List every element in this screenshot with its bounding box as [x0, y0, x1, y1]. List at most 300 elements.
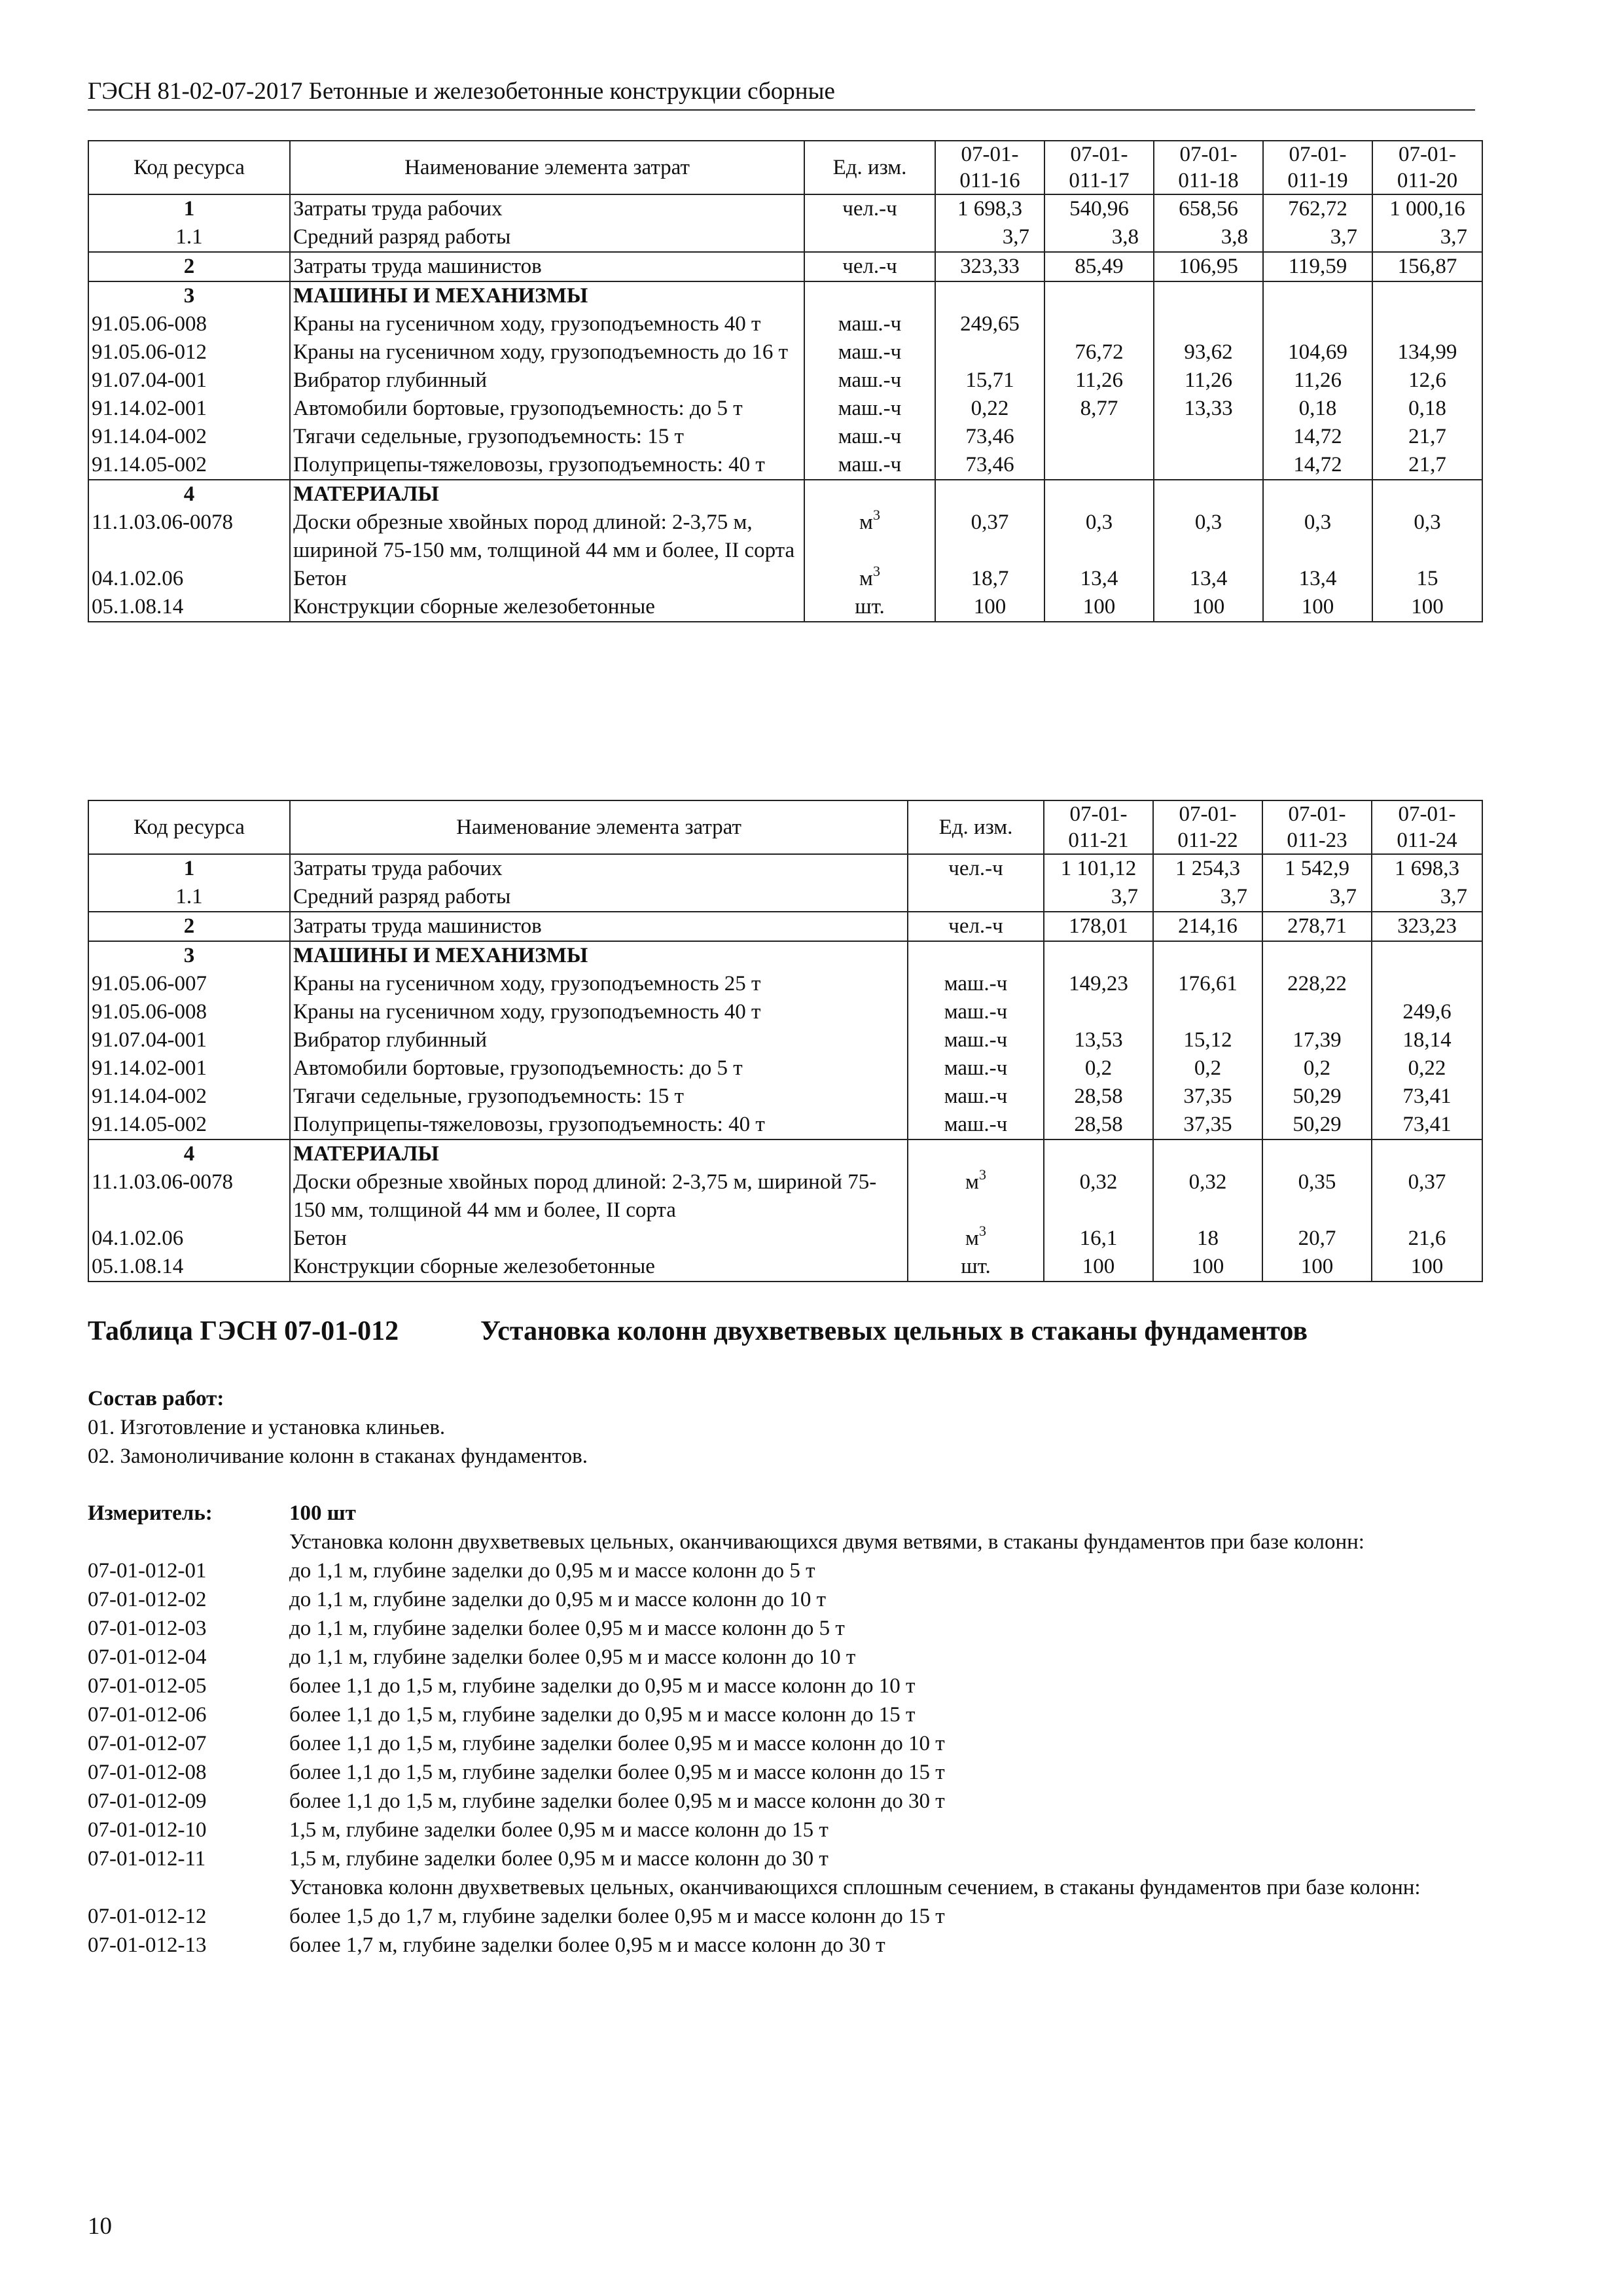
resource-table-2 — [88, 800, 1483, 1282]
table-row — [88, 1026, 1482, 1054]
norm-item — [88, 1585, 1488, 1614]
resource-name: Тягачи седельные, грузоподъемность: 15 т — [290, 423, 804, 451]
resource-table-1 — [88, 140, 1483, 622]
resource-name: Затраты труда машинистов — [290, 252, 804, 281]
resource-value: 15,71 — [935, 367, 1044, 395]
table-row — [88, 194, 1482, 223]
resource-value — [935, 281, 1044, 310]
resource-name: Краны на гусеничном ходу, грузоподъемность 40 т — [290, 310, 804, 338]
resource-code: 4 — [88, 1139, 290, 1168]
resource-value: 3,7 — [1372, 883, 1482, 912]
norm-code: 07-01-012-11 — [88, 1847, 206, 1871]
resource-value: 37,35 — [1153, 1083, 1262, 1111]
norm-item — [88, 1528, 1488, 1556]
works-label: Состав работ: — [88, 1387, 224, 1410]
resource-value: 3,8 — [1154, 223, 1263, 252]
resource-value — [1153, 998, 1262, 1026]
resource-value: 11,26 — [1263, 367, 1372, 395]
table-row — [88, 970, 1482, 998]
norm-description: 1,5 м, глубине заделки более 0,95 м и массе колонн до 15 т — [289, 1818, 829, 1842]
resource-value: 104,69 — [1263, 338, 1372, 367]
resource-code: 4 — [88, 480, 290, 509]
resource-value — [1372, 480, 1482, 509]
resource-code: 1 — [88, 854, 290, 883]
resource-unit: маш.-ч — [804, 310, 935, 338]
table-row — [88, 593, 1482, 622]
resource-value: 214,16 — [1153, 912, 1262, 941]
resource-unit — [804, 480, 935, 509]
resource-unit: чел.-ч — [804, 194, 935, 223]
table-row — [88, 1083, 1482, 1111]
resource-name: Средний разряд работы — [290, 883, 908, 912]
norm-description: до 1,1 м, глубине заделки более 0,95 м и массе колонн до 5 т — [289, 1617, 845, 1640]
resource-value: 0,2 — [1153, 1054, 1262, 1083]
resource-value: 134,99 — [1372, 338, 1482, 367]
table-row — [88, 1111, 1482, 1139]
resource-value: 18,14 — [1372, 1026, 1482, 1054]
resource-name: МАТЕРИАЛЫ — [290, 1139, 908, 1168]
col-header-norm: 07-01- 011-16 — [935, 141, 1044, 194]
resource-unit: шт. — [804, 593, 935, 622]
norm-item — [88, 1729, 1488, 1758]
resource-value — [1262, 998, 1372, 1026]
resource-value: 762,72 — [1263, 194, 1372, 223]
col-header-unit: Ед. изм. — [804, 141, 935, 194]
resource-value: 100 — [935, 593, 1044, 622]
resource-unit: $м^3$ — [908, 1225, 1044, 1253]
resource-unit: чел.-ч — [804, 252, 935, 281]
page-header: ГЭСН 81-02-07-2017 Бетонные и железобетонные конструкции сборные — [88, 77, 1475, 111]
col-header-norm: 07-01- 011-23 — [1262, 800, 1372, 854]
resource-name: Конструкции сборные железобетонные — [290, 1253, 908, 1282]
col-header-norm: 07-01- 011-22 — [1153, 800, 1262, 854]
col-header-norm: 07-01- 011-20 — [1372, 141, 1482, 194]
resource-value: 0,22 — [1372, 1054, 1482, 1083]
resource-value: 85,49 — [1044, 252, 1154, 281]
resource-value: 0,3 — [1044, 509, 1154, 565]
col-header-code: Код ресурса — [88, 800, 290, 854]
norm-item — [88, 1787, 1488, 1816]
resource-value: 28,58 — [1044, 1111, 1153, 1139]
resource-value: 176,61 — [1153, 970, 1262, 998]
resource-value: 21,7 — [1372, 451, 1482, 480]
resource-value: 15,12 — [1153, 1026, 1262, 1054]
resource-value — [1044, 310, 1154, 338]
norm-item — [88, 1614, 1488, 1643]
resource-value: 149,23 — [1044, 970, 1153, 998]
resource-value: 100 — [1153, 1253, 1262, 1282]
works-item: 02. Замоноличивание колонн в стаканах фундаментов. — [88, 1444, 588, 1468]
resource-unit: маш.-ч — [804, 395, 935, 423]
resource-value: 3,7 — [1372, 223, 1482, 252]
resource-value — [1154, 480, 1263, 509]
resource-value: 18,7 — [935, 565, 1044, 593]
resource-value: 100 — [1263, 593, 1372, 622]
resource-value: 17,39 — [1262, 1026, 1372, 1054]
resource-code: 91.14.02-001 — [88, 395, 290, 423]
table-row — [88, 854, 1482, 883]
col-header-norm: 07-01- 011-17 — [1044, 141, 1154, 194]
resource-value — [1263, 281, 1372, 310]
norm-description: более 1,1 до 1,5 м, глубине заделки более 0,95 м и массе колонн до 30 т — [289, 1789, 945, 1813]
resource-code: 91.05.06-007 — [88, 970, 290, 998]
resource-value — [1044, 941, 1153, 970]
resource-value: 3,7 — [1263, 223, 1372, 252]
norm-code — [88, 1528, 289, 1556]
resource-value: 1 000,16 — [1372, 194, 1482, 223]
resource-value: 3,7 — [1153, 883, 1262, 912]
table-row — [88, 223, 1482, 252]
resource-value: 13,33 — [1154, 395, 1263, 423]
resource-value: 14,72 — [1263, 451, 1372, 480]
resource-value — [1263, 310, 1372, 338]
resource-unit: маш.-ч — [908, 1054, 1044, 1083]
resource-value — [1153, 941, 1262, 970]
resource-value: 50,29 — [1262, 1083, 1372, 1111]
norm-description: до 1,1 м, глубине заделки до 0,95 м и массе колонн до 5 т — [289, 1559, 815, 1583]
resource-code: 04.1.02.06 — [88, 1225, 290, 1253]
resource-value: 156,87 — [1372, 252, 1482, 281]
col-header-code: Код ресурса — [88, 141, 290, 194]
resource-value: 658,56 — [1154, 194, 1263, 223]
resource-code: 91.05.06-008 — [88, 998, 290, 1026]
norm-code: 07-01-012-04 — [88, 1645, 207, 1669]
resource-code: 3 — [88, 941, 290, 970]
resource-code: 3 — [88, 281, 290, 310]
resource-value: 0,2 — [1262, 1054, 1372, 1083]
table-row — [88, 1225, 1482, 1253]
resource-unit: шт. — [908, 1253, 1044, 1282]
resource-value — [1153, 1139, 1262, 1168]
norm-code — [88, 1873, 289, 1902]
resource-code: 91.07.04-001 — [88, 1026, 290, 1054]
resource-value: 11,26 — [1154, 367, 1263, 395]
col-header-norm: 07-01- 011-24 — [1372, 800, 1482, 854]
resource-value: 178,01 — [1044, 912, 1153, 941]
norm-item — [88, 1873, 1488, 1902]
table-row — [88, 565, 1482, 593]
resource-value — [1263, 480, 1372, 509]
resource-value: 11,26 — [1044, 367, 1154, 395]
norm-description: более 1,1 до 1,5 м, глубине заделки до 0,95 м и массе колонн до 15 т — [289, 1703, 916, 1727]
table-row — [88, 338, 1482, 367]
resource-name: Полуприцепы-тяжеловозы, грузоподъемность: 40 т — [290, 1111, 908, 1139]
resource-value — [1262, 1139, 1372, 1168]
resource-code: 11.1.03.06-0078 — [88, 509, 290, 565]
resource-code: 2 — [88, 912, 290, 941]
resource-unit: маш.-ч — [804, 367, 935, 395]
resource-code: 91.07.04-001 — [88, 367, 290, 395]
resource-value: 1 254,3 — [1153, 854, 1262, 883]
resource-name: Доски обрезные хвойных пород длиной: 2-3,75 м, шириной 75-150 мм, толщиной 44 мм и более, II сорта — [290, 1168, 908, 1225]
table-group-row — [88, 1139, 1482, 1168]
resource-code: 11.1.03.06-0078 — [88, 1168, 290, 1225]
resource-value: 323,23 — [1372, 912, 1482, 941]
table-row — [88, 998, 1482, 1026]
resource-value: 13,53 — [1044, 1026, 1153, 1054]
col-header-norm: 07-01- 011-21 — [1044, 800, 1153, 854]
resource-value: 1 698,3 — [935, 194, 1044, 223]
col-header-unit: Ед. изм. — [908, 800, 1044, 854]
table-row — [88, 912, 1482, 941]
col-header-name: Наименование элемента затрат — [290, 800, 908, 854]
table-row — [88, 395, 1482, 423]
resource-value: 8,77 — [1044, 395, 1154, 423]
norm-item — [88, 1931, 1488, 1960]
resource-code: 91.05.06-008 — [88, 310, 290, 338]
norm-item — [88, 1902, 1488, 1931]
resource-unit: маш.-ч — [804, 338, 935, 367]
resource-name: Автомобили бортовые, грузоподъемность: до 5 т — [290, 1054, 908, 1083]
resource-value: 73,46 — [935, 423, 1044, 451]
norm-description: 1,5 м, глубине заделки более 0,95 м и массе колонн до 30 т — [289, 1847, 829, 1871]
resource-name: Краны на гусеничном ходу, грузоподъемность до 16 т — [290, 338, 804, 367]
resource-value: 119,59 — [1263, 252, 1372, 281]
resource-value: 73,41 — [1372, 1111, 1482, 1139]
table-row — [88, 367, 1482, 395]
resource-value: 249,65 — [935, 310, 1044, 338]
resource-value: 0,32 — [1044, 1168, 1153, 1225]
resource-value: 540,96 — [1044, 194, 1154, 223]
resource-unit — [804, 223, 935, 252]
resource-name: Полуприцепы-тяжеловозы, грузоподъемность: 40 т — [290, 451, 804, 480]
resource-code: 1.1 — [88, 223, 290, 252]
resource-code: 05.1.08.14 — [88, 1253, 290, 1282]
resource-name: Вибратор глубинный — [290, 367, 804, 395]
resource-value: 20,7 — [1262, 1225, 1372, 1253]
norm-code: 07-01-012-03 — [88, 1617, 207, 1640]
resource-value — [1154, 423, 1263, 451]
norm-code: 07-01-012-08 — [88, 1761, 207, 1784]
table-name: Установка колонн двухветвевых цельных в стаканы фундаментов — [480, 1316, 1308, 1346]
resource-value — [1044, 998, 1153, 1026]
resource-code: 2 — [88, 252, 290, 281]
resource-value — [1262, 941, 1372, 970]
norm-description: Установка колонн двухветвевых цельных, оканчивающихся двумя ветвями, в стаканы фундаментов при базе колонн: — [289, 1530, 1364, 1554]
resource-name: Краны на гусеничном ходу, грузоподъемность 40 т — [290, 998, 908, 1026]
table-row — [88, 310, 1482, 338]
resource-value: 278,71 — [1262, 912, 1372, 941]
resource-value: 100 — [1044, 1253, 1153, 1282]
table-row — [88, 1168, 1482, 1225]
resource-unit: маш.-ч — [908, 1026, 1044, 1054]
norm-code: 07-01-012-13 — [88, 1933, 207, 1957]
resource-value: 0,2 — [1044, 1054, 1153, 1083]
resource-name: Тягачи седельные, грузоподъемность: 15 т — [290, 1083, 908, 1111]
table-group-row — [88, 480, 1482, 509]
norm-description: более 1,1 до 1,5 м, глубине заделки более 0,95 м и массе колонн до 10 т — [289, 1732, 945, 1755]
resource-value — [1154, 281, 1263, 310]
resource-code: 91.05.06-012 — [88, 338, 290, 367]
resource-unit: чел.-ч — [908, 912, 1044, 941]
resource-unit — [908, 883, 1044, 912]
resource-unit: $м^3$ — [908, 1168, 1044, 1225]
norm-item — [88, 1643, 1488, 1672]
resource-value: 12,6 — [1372, 367, 1482, 395]
resource-value: 0,3 — [1154, 509, 1263, 565]
resource-name: Краны на гусеничном ходу, грузоподъемность 25 т — [290, 970, 908, 998]
resource-unit: маш.-ч — [804, 451, 935, 480]
resource-value: 16,1 — [1044, 1225, 1153, 1253]
measure-value: 100 шт — [289, 1501, 356, 1525]
resource-value: 13,4 — [1044, 565, 1154, 593]
resource-unit: маш.-ч — [804, 423, 935, 451]
norm-item — [88, 1816, 1488, 1844]
norm-code: 07-01-012-10 — [88, 1818, 207, 1842]
page-number: 10 — [88, 2213, 112, 2240]
resource-value — [1044, 423, 1154, 451]
works-item: 01. Изготовление и установка клиньев. — [88, 1416, 446, 1439]
resource-value — [935, 480, 1044, 509]
resource-name: Доски обрезные хвойных пород длиной: 2-3,75 м, шириной 75-150 мм, толщиной 44 мм и более, II сорта — [290, 509, 804, 565]
table-number: Таблица ГЭСН 07-01-012 — [88, 1316, 399, 1346]
resource-code: 1 — [88, 194, 290, 223]
norm-code: 07-01-012-05 — [88, 1674, 207, 1698]
resource-value — [1372, 941, 1482, 970]
norm-item — [88, 1556, 1488, 1585]
resource-code: 91.14.04-002 — [88, 423, 290, 451]
resource-name: Бетон — [290, 565, 804, 593]
resource-value: 21,6 — [1372, 1225, 1482, 1253]
resource-value — [1372, 281, 1482, 310]
resource-value — [1372, 1139, 1482, 1168]
resource-name: Автомобили бортовые, грузоподъемность: до 5 т — [290, 395, 804, 423]
table-title — [88, 1316, 1308, 1347]
table-row — [88, 1054, 1482, 1083]
resource-unit: маш.-ч — [908, 970, 1044, 998]
table-group-row — [88, 941, 1482, 970]
resource-name: Затраты труда рабочих — [290, 854, 908, 883]
resource-unit: $м^3$ — [804, 565, 935, 593]
norm-code: 07-01-012-02 — [88, 1588, 207, 1611]
resource-value: 3,8 — [1044, 223, 1154, 252]
resource-value: 13,4 — [1263, 565, 1372, 593]
resource-unit: чел.-ч — [908, 854, 1044, 883]
resource-name: Конструкции сборные железобетонные — [290, 593, 804, 622]
resource-value: 28,58 — [1044, 1083, 1153, 1111]
resource-value — [1044, 451, 1154, 480]
resource-value: 1 698,3 — [1372, 854, 1482, 883]
resource-unit — [908, 941, 1044, 970]
works-block — [88, 1384, 588, 1471]
resource-value — [1372, 970, 1482, 998]
resource-name: МАШИНЫ И МЕХАНИЗМЫ — [290, 281, 804, 310]
col-header-name: Наименование элемента затрат — [290, 141, 804, 194]
resource-unit: маш.-ч — [908, 1111, 1044, 1139]
resource-value: 3,7 — [1044, 883, 1153, 912]
resource-value: 249,6 — [1372, 998, 1482, 1026]
resource-name: Средний разряд работы — [290, 223, 804, 252]
table-row — [88, 1253, 1482, 1282]
resource-name: МАТЕРИАЛЫ — [290, 480, 804, 509]
resource-value: 0,37 — [1372, 1168, 1482, 1225]
norm-item — [88, 1700, 1488, 1729]
table-row — [88, 509, 1482, 565]
resource-value: 106,95 — [1154, 252, 1263, 281]
resource-value — [1044, 1139, 1153, 1168]
resource-value: 0,3 — [1372, 509, 1482, 565]
resource-value: 0,3 — [1263, 509, 1372, 565]
resource-value: 100 — [1044, 593, 1154, 622]
resource-name: Затраты труда машинистов — [290, 912, 908, 941]
norm-description: более 1,1 до 1,5 м, глубине заделки до 0,95 м и массе колонн до 10 т — [289, 1674, 916, 1698]
norm-item — [88, 1672, 1488, 1700]
resource-value: 100 — [1372, 1253, 1482, 1282]
resource-unit — [908, 1139, 1044, 1168]
resource-value: 100 — [1262, 1253, 1372, 1282]
resource-value: 3,7 — [1262, 883, 1372, 912]
resource-value — [1044, 480, 1154, 509]
norm-code: 07-01-012-06 — [88, 1703, 207, 1727]
resource-value: 0,18 — [1263, 395, 1372, 423]
table-group-row — [88, 281, 1482, 310]
resource-value: 323,33 — [935, 252, 1044, 281]
col-header-norm: 07-01- 011-18 — [1154, 141, 1263, 194]
resource-code: 1.1 — [88, 883, 290, 912]
norm-description: более 1,5 до 1,7 м, глубине заделки более 0,95 м и массе колонн до 15 т — [289, 1905, 945, 1928]
resource-value: 76,72 — [1044, 338, 1154, 367]
resource-value: 21,7 — [1372, 423, 1482, 451]
resource-value: 3,7 — [935, 223, 1044, 252]
resource-value: 37,35 — [1153, 1111, 1262, 1139]
resource-value: 50,29 — [1262, 1111, 1372, 1139]
resource-name: Вибратор глубинный — [290, 1026, 908, 1054]
norm-description: до 1,1 м, глубине заделки более 0,95 м и массе колонн до 10 т — [289, 1645, 856, 1669]
resource-code: 91.14.05-002 — [88, 451, 290, 480]
norm-description: Установка колонн двухветвевых цельных, оканчивающихся сплошным сечением, в стаканы фундаментов при базе колонн: — [289, 1876, 1421, 1899]
resource-code: 05.1.08.14 — [88, 593, 290, 622]
table-row — [88, 252, 1482, 281]
resource-value: 100 — [1372, 593, 1482, 622]
norm-code: 07-01-012-09 — [88, 1789, 207, 1813]
resource-value: 18 — [1153, 1225, 1262, 1253]
norm-description: более 1,7 м, глубине заделки более 0,95 м и массе колонн до 30 т — [289, 1933, 885, 1957]
resource-unit: маш.-ч — [908, 998, 1044, 1026]
resource-value: 0,22 — [935, 395, 1044, 423]
resource-value — [935, 338, 1044, 367]
resource-value: 0,37 — [935, 509, 1044, 565]
resource-value: 13,4 — [1154, 565, 1263, 593]
resource-value: 93,62 — [1154, 338, 1263, 367]
resource-value: 73,46 — [935, 451, 1044, 480]
norm-item — [88, 1758, 1488, 1787]
resource-value: 228,22 — [1262, 970, 1372, 998]
norm-description: более 1,1 до 1,5 м, глубине заделки более 0,95 м и массе колонн до 15 т — [289, 1761, 945, 1784]
resource-code: 91.14.05-002 — [88, 1111, 290, 1139]
resource-value: 0,18 — [1372, 395, 1482, 423]
resource-value: 100 — [1154, 593, 1263, 622]
resource-unit — [804, 281, 935, 310]
measure-label: Измеритель: — [88, 1501, 213, 1525]
resource-value: 0,32 — [1153, 1168, 1262, 1225]
resource-value: 15 — [1372, 565, 1482, 593]
resource-name: Бетон — [290, 1225, 908, 1253]
resource-value — [1372, 310, 1482, 338]
resource-name: Затраты труда рабочих — [290, 194, 804, 223]
table-row — [88, 883, 1482, 912]
resource-name: МАШИНЫ И МЕХАНИЗМЫ — [290, 941, 908, 970]
resource-value: 14,72 — [1263, 423, 1372, 451]
table-row — [88, 451, 1482, 480]
norm-code: 07-01-012-07 — [88, 1732, 207, 1755]
col-header-norm: 07-01- 011-19 — [1263, 141, 1372, 194]
table-row — [88, 423, 1482, 451]
resource-value — [1044, 281, 1154, 310]
measure-block — [88, 1499, 1488, 1960]
resource-value: 1 101,12 — [1044, 854, 1153, 883]
resource-value — [1154, 451, 1263, 480]
resource-code: 91.14.02-001 — [88, 1054, 290, 1083]
